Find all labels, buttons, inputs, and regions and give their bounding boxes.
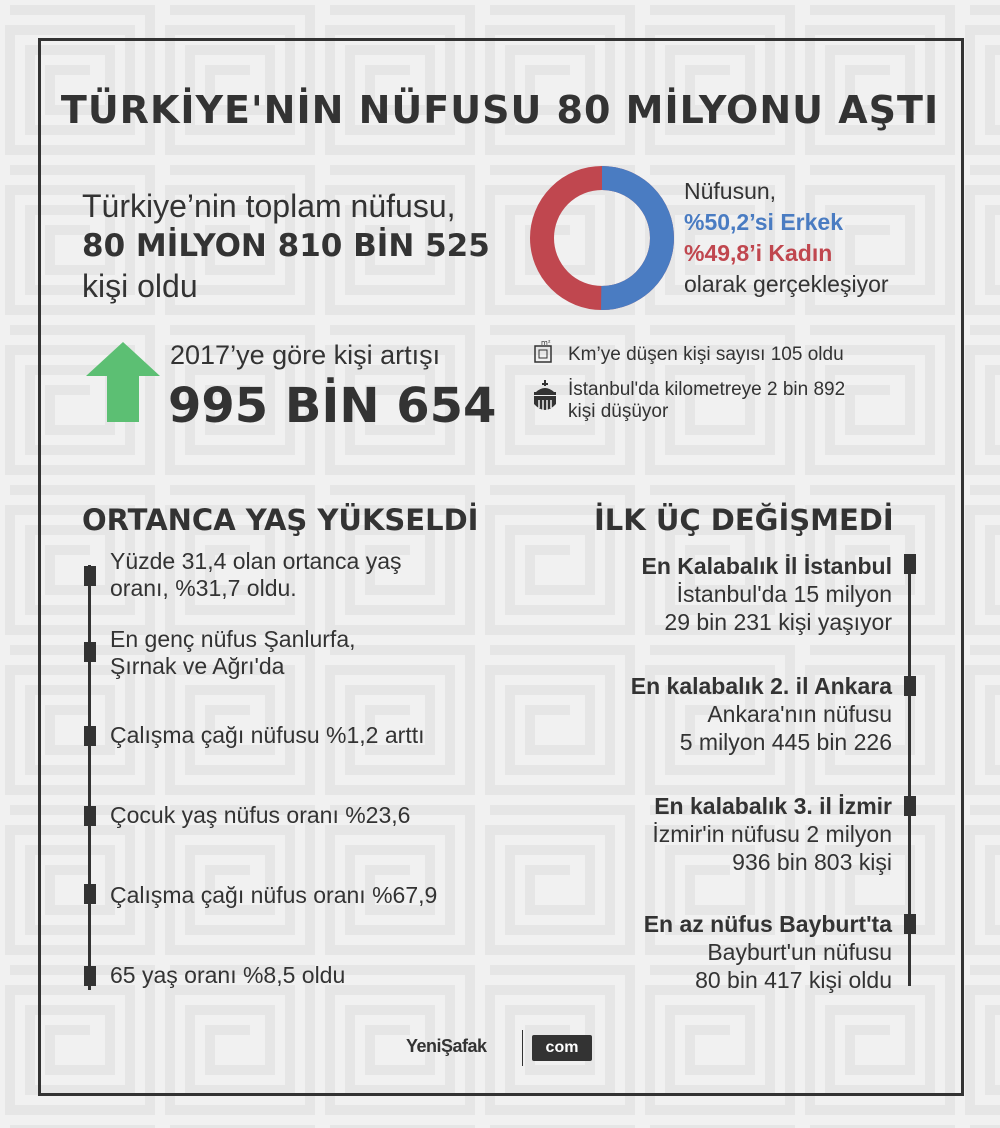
timeline-marker	[84, 642, 96, 662]
up-arrow-icon	[86, 342, 160, 422]
list-item-heading: En kalabalık 3. il İzmir	[654, 793, 892, 819]
istanbul-density-line2: kişi düşüyor	[568, 401, 669, 422]
istanbul-emblem-icon	[531, 378, 559, 418]
timeline-marker	[904, 796, 916, 816]
list-item-line: İzmir'in nüfusu 2 milyon	[652, 821, 892, 847]
list-item-line: İstanbul'da 15 milyon	[676, 581, 892, 607]
population-summary	[82, 186, 522, 306]
list-item-line: Bayburt'un nüfusu	[707, 939, 892, 965]
svg-text:m²: m²	[541, 339, 551, 347]
list-item-line: En genç nüfus Şanlurfa,	[110, 626, 356, 652]
brand-domain-badge: com	[532, 1035, 592, 1061]
list-item-heading: En Kalabalık İl İstanbul	[641, 553, 892, 579]
footer-divider	[522, 1030, 523, 1066]
third-populous-item	[552, 792, 892, 876]
list-item-line: Yüzde 31,4 olan ortanca yaş	[110, 548, 402, 574]
list-item-line: oranı, %31,7 oldu.	[110, 575, 297, 601]
brand-logo: YeniŞafak	[406, 1036, 487, 1056]
timeline-marker	[84, 566, 96, 586]
list-item-line: Çalışma çağı nüfusu %1,2 arttı	[110, 722, 425, 748]
list-item-line: 80 bin 417 kişi oldu	[695, 967, 892, 993]
median-age-section-title: ORTANCA YAŞ YÜKSELDİ	[82, 503, 479, 537]
list-item-line: Çalışma çağı nüfus oranı %67,9	[110, 882, 438, 908]
gender-breakdown	[684, 176, 889, 300]
list-item-line: 65 yaş oranı %8,5 oldu	[110, 962, 346, 988]
population-intro-text: Türkiye’nin toplam nüfusu,	[82, 188, 456, 224]
timeline-marker	[84, 966, 96, 986]
top-three-section-title: İLK ÜÇ DEĞİŞMEDİ	[594, 503, 894, 537]
list-item-line: Şırnak ve Ağrı'da	[110, 653, 285, 679]
timeline-marker	[904, 914, 916, 934]
timeline-marker	[904, 554, 916, 574]
list-item-line: Çocuk yaş nüfus oranı %23,6	[110, 802, 411, 828]
list-item-heading: En az nüfus Bayburt'ta	[643, 911, 892, 937]
density-fact: Km’ye düşen kişi sayısı 105 oldu	[568, 344, 844, 365]
increase-label: 2017’ye göre kişi artışı	[170, 340, 441, 370]
gender-donut-chart	[528, 164, 676, 312]
population-outro-text: kişi oldu	[82, 268, 198, 304]
gender-intro: Nüfusun,	[684, 178, 777, 204]
timeline-marker	[84, 884, 96, 904]
page-title: TÜRKİYE'NİN NÜFUSU 80 MİLYONU AŞTI	[60, 88, 940, 132]
timeline-marker	[904, 676, 916, 696]
istanbul-density-line1: İstanbul'da kilometreye 2 bin 892	[568, 379, 846, 400]
timeline-marker	[84, 726, 96, 746]
most-populous-item	[552, 552, 892, 636]
population-total: 80 MİLYON 810 BİN 525	[82, 228, 490, 264]
increase-value: 995 BİN 654	[168, 378, 497, 434]
male-percentage: %50,2’si Erkek	[684, 209, 843, 235]
elderly-ratio-item	[110, 962, 470, 989]
list-item-line: Ankara'nın nüfusu	[707, 701, 892, 727]
left-timeline-line	[88, 565, 91, 990]
square-meter-icon	[533, 338, 555, 364]
timeline-marker	[84, 806, 96, 826]
list-item-heading: En kalabalık 2. il Ankara	[630, 673, 892, 699]
working-age-ratio-item	[110, 882, 470, 909]
list-item-line: 936 bin 803 kişi	[732, 849, 892, 875]
istanbul-density-fact	[568, 379, 938, 423]
least-populous-item	[552, 910, 892, 994]
working-age-growth-item	[110, 722, 470, 749]
median-age-item	[110, 548, 470, 602]
youngest-population-item	[110, 626, 470, 680]
gender-outro: olarak gerçekleşiyor	[684, 271, 889, 297]
second-populous-item	[552, 672, 892, 756]
list-item-line: 5 milyon 445 bin 226	[679, 729, 892, 755]
child-ratio-item	[110, 802, 470, 829]
list-item-line: 29 bin 231 kişi yaşıyor	[664, 609, 892, 635]
female-percentage: %49,8’i Kadın	[684, 240, 833, 266]
